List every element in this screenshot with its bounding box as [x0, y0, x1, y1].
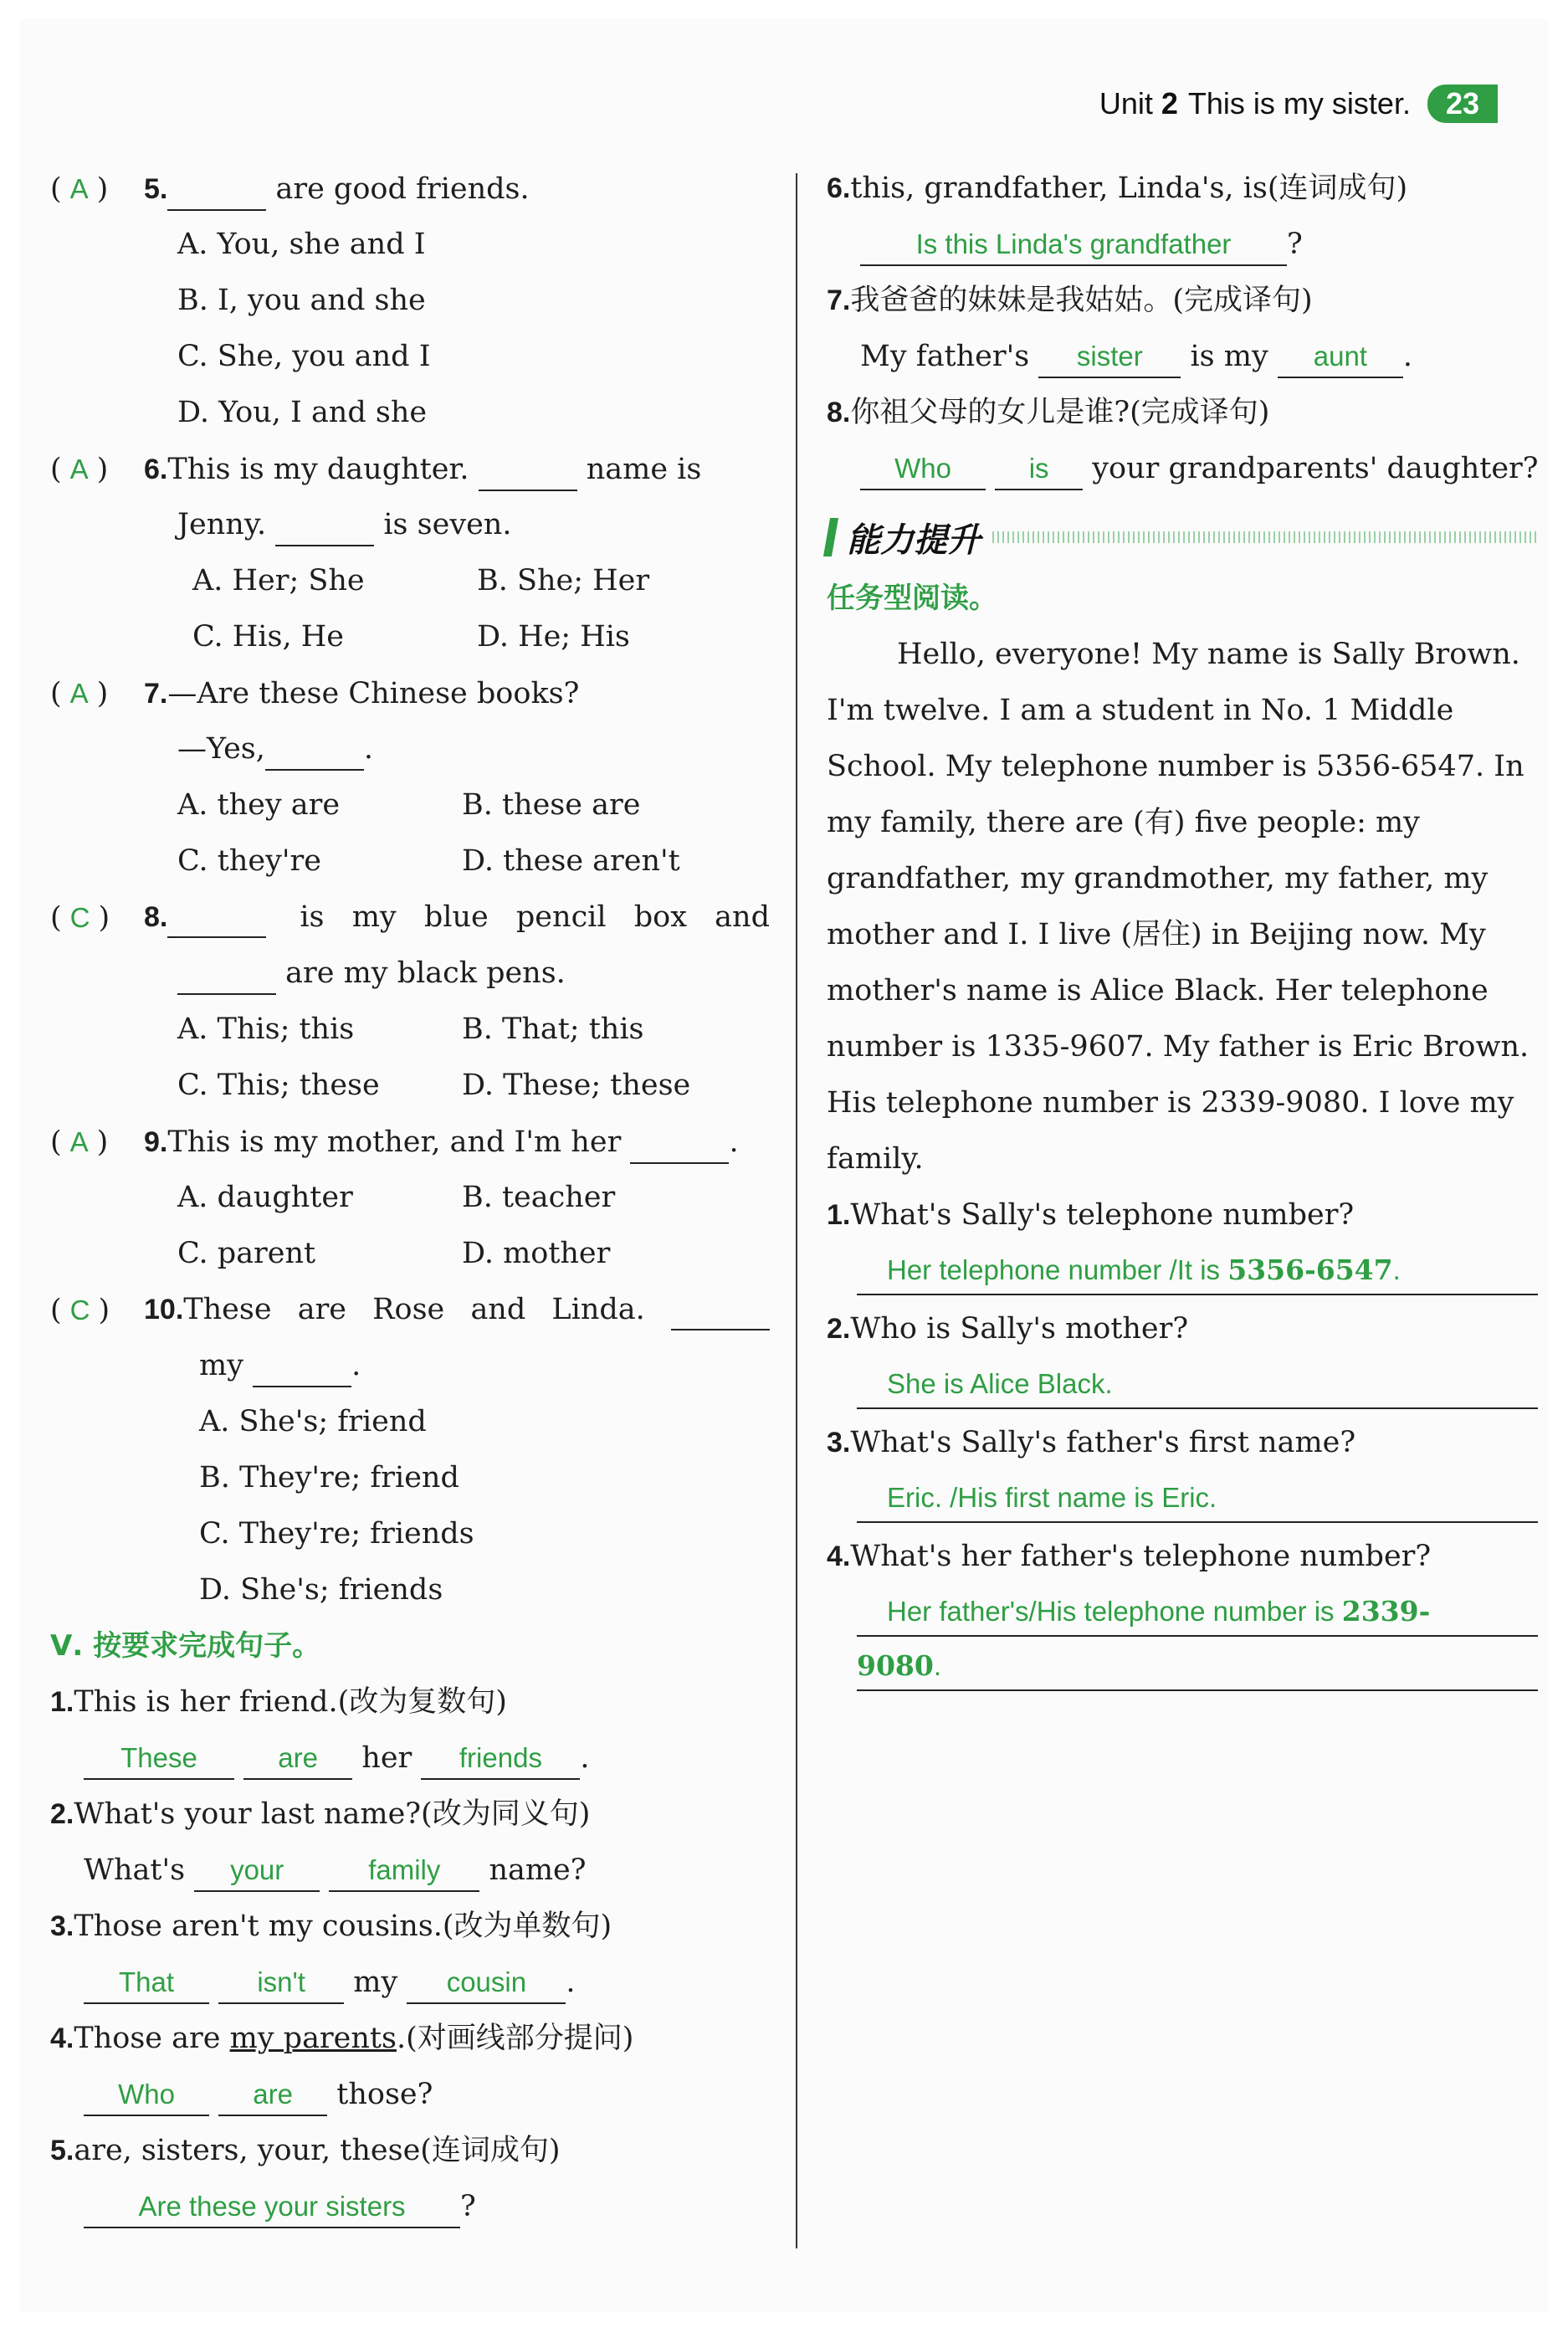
q5-option-c: C. She, you and I	[177, 340, 431, 373]
sentence-2-answer: What's your family name?	[50, 1843, 770, 1899]
reading-question-1: 1.What's Sally's telephone number?	[827, 1198, 1355, 1232]
q8-options-ab: A. This; this B. That; this	[177, 1013, 644, 1046]
sentence-8-answer: Who is your grandparents' daughter?	[827, 441, 1538, 497]
heading-dotted-rule	[992, 531, 1538, 543]
sentence-4-answer: Who are those?	[50, 2067, 770, 2123]
q5-option-d: D. You, I and she	[177, 396, 428, 429]
passage-line: my family, there are (有) five people: my	[827, 806, 1420, 839]
sentence-3-answer: That isn't my cousin .	[50, 1955, 770, 2011]
q9-options-ab: A. daughter B. teacher	[177, 1181, 616, 1214]
q10-option-a: A. She's; friend	[199, 1405, 427, 1438]
question-10: ( C ) 10. These are Rose and Linda.	[50, 1282, 770, 1338]
sentence-4: 4.Those are my parents.(对画线部分提问)	[50, 2022, 634, 2055]
right-column	[827, 161, 1538, 1697]
q5-option-a: A. You, she and I	[177, 228, 426, 261]
question-7-cont: —Yes, .	[50, 721, 770, 777]
q7-options-cd: C. they're D. these aren't	[177, 844, 680, 878]
sentence-1: 1.This is her friend.(改为复数句)	[50, 1685, 507, 1719]
passage-line: I'm twelve. I am a student in No. 1 Middle	[827, 694, 1454, 727]
q8-options-cd: C. This; these D. These; these	[177, 1069, 691, 1102]
question-8: ( C ) 8. is my blue pencil box and	[50, 889, 770, 946]
reading-answer-3: Eric. /His first name is Eric.	[857, 1474, 1538, 1523]
reading-answer-1: Her telephone number /It is 5356-6547.	[857, 1247, 1538, 1295]
q10-option-c: C. They're; friends	[199, 1517, 474, 1551]
workbook-page	[20, 18, 1548, 2311]
answer-6: A	[69, 454, 89, 484]
question-10-cont: my .	[50, 1338, 770, 1394]
question-6: ( A ) 6.This is my daughter. name is	[50, 441, 770, 497]
reading-answer-4: Her father's/His telephone number is 2339-	[857, 1588, 1538, 1637]
sentence-2: 2.What's your last name?(改为同义句)	[50, 1797, 591, 1831]
sentence-7: 7.我爸爸的妹妹是我姑姑。(完成译句)	[827, 284, 1313, 317]
question-5: ( A ) 5. are good friends.	[50, 161, 770, 217]
q7-options-ab: A. they are B. these are	[177, 788, 641, 822]
left-column	[50, 161, 770, 2235]
unit-label: Unit 2	[1099, 86, 1178, 120]
ability-title: 能力提升	[847, 520, 981, 560]
question-8-cont: are my black pens.	[50, 946, 770, 1002]
question-6-cont: Jenny. is seven.	[50, 497, 770, 553]
section-5-title: Ⅴ. 按要求完成句子。	[50, 1629, 321, 1663]
heading-accent-bar	[823, 518, 838, 556]
reading-question-2: 2.Who is Sally's mother?	[827, 1312, 1189, 1346]
sentence-6-answer: Is this Linda's grandfather ?	[827, 217, 1538, 273]
page-number: 23	[1427, 85, 1498, 123]
q10-option-b: B. They're; friend	[199, 1461, 459, 1494]
q6-options-ab: A. Her; She B. She; Her	[192, 564, 650, 597]
q6-options-cd: C. His, He D. He; His	[192, 620, 630, 654]
passage-line: family.	[827, 1142, 924, 1176]
answer-10: C	[69, 1294, 90, 1325]
q10-option-d: D. She's; friends	[199, 1573, 443, 1607]
sentence-5-answer: Are these your sisters ?	[50, 2179, 770, 2235]
sentence-5: 5.are, sisters, your, these(连词成句)	[50, 2134, 561, 2167]
passage-line: School. My telephone number is 5356-6547. In	[827, 750, 1524, 783]
sentence-7-answer: My father's sister is my aunt .	[827, 329, 1538, 385]
q5-option-b: B. I, you and she	[177, 284, 426, 317]
passage-line: mother and I. I live (居住) in Beijing now. My	[827, 918, 1486, 951]
passage-line: grandfather, my grandmother, my father, my	[827, 862, 1489, 895]
passage-line: number is 1335-9607. My father is Eric Brown.	[827, 1030, 1530, 1064]
answer-7: A	[69, 678, 89, 709]
reading-answer-2: She is Alice Black.	[857, 1361, 1538, 1409]
reading-passage	[827, 627, 1538, 1187]
unit-title: This is my sister.	[1187, 86, 1411, 120]
passage-line: mother's name is Alice Black. Her telephone	[827, 974, 1489, 1007]
passage-line: His telephone number is 2339-9080. I love my	[827, 1086, 1514, 1120]
reading-question-3: 3.What's Sally's father's first name?	[827, 1426, 1356, 1459]
reading-answer-4-cont: 9080.	[857, 1643, 1538, 1691]
reading-question-4: 4.What's her father's telephone number?	[827, 1540, 1432, 1573]
answer-8: C	[69, 901, 90, 933]
sentence-1-answer: These are her friends .	[50, 1730, 770, 1787]
sentence-8: 8.你祖父母的女儿是谁?(完成译句)	[827, 396, 1270, 429]
q9-options-cd: C. parent D. mother	[177, 1237, 611, 1270]
sentence-6: 6.this, grandfather, Linda's, is(连词成句)	[827, 172, 1408, 205]
answer-5: A	[69, 173, 89, 204]
question-9: ( A ) 9.This is my mother, and I'm her .	[50, 1114, 770, 1170]
task-title: 任务型阅读。	[827, 582, 997, 615]
column-divider	[796, 173, 797, 2248]
page-header	[1099, 84, 1498, 124]
ability-heading	[827, 504, 1538, 571]
sentence-3: 3.Those aren't my cousins.(改为单数句)	[50, 1910, 612, 1943]
answer-9: A	[69, 1126, 89, 1157]
passage-line: Hello, everyone! My name is Sally Brown.	[897, 638, 1520, 671]
question-7: ( A ) 7.—Are these Chinese books?	[50, 665, 770, 721]
